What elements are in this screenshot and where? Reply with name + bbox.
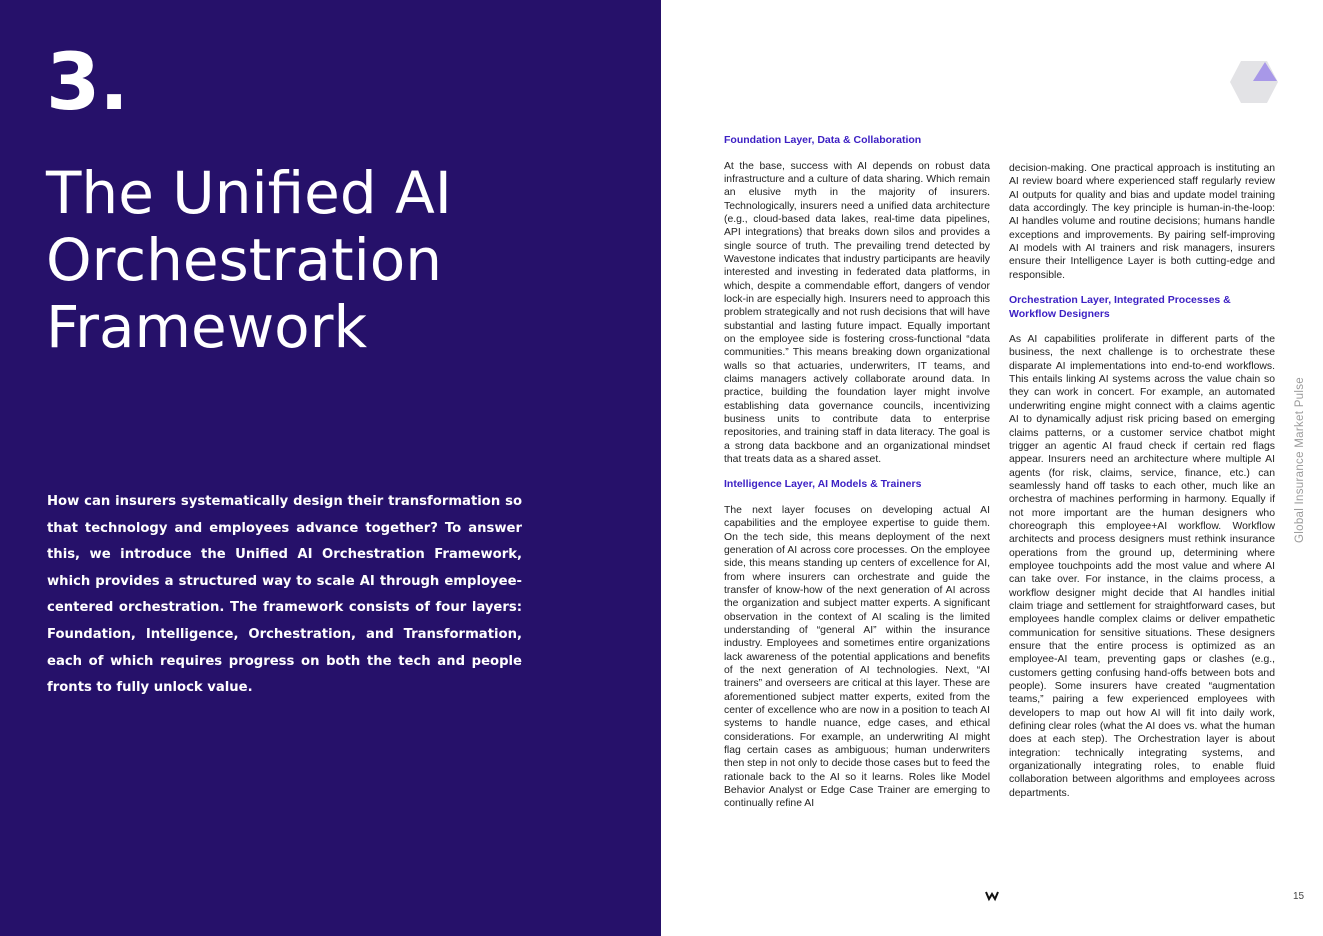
hexagon-triangle-icon xyxy=(1229,60,1279,104)
page-number: 15 xyxy=(1293,891,1305,902)
wavestone-w-icon xyxy=(985,888,999,902)
intelligence-heading: Intelligence Layer, AI Models & Trainers xyxy=(724,478,922,491)
chapter-intro: How can insurers systematically design their transformation so that technology and employees advance together? To answer this, we introduce the Unified AI Orchestration Framework, which provides a structured way to scale AI through employee-centered orchestration. The framework consists of four layers: Foundation, Intelligence, Orchestration, and Transformation, each of which requires progress on both the tech and people fronts to fully unlock value. xyxy=(47,494,522,696)
text-column-left xyxy=(724,134,990,823)
chapter-panel xyxy=(0,0,661,936)
intelligence-body: The next layer focuses on developing actual AI capabilities and the employee expertise to guide them. On the tech side, this means deployment of the next generation of AI across core processes. On the employee side, this means standing up centers of excellence for AI, from where insurers can orchestrate and guide the transfer of know-how of the next generation of AI across the organization and subject matter experts. A significant observation in the context of AI scaling is the limited understanding of “general AI” within the insurance industry. Employees and sometimes entire organizations lack awareness of the potential applications and benefits of the next generation of AI technologies. Next, “AI trainers” and overseers are critical at this layer. These are aforementioned subject matter experts, exited from the center of excellence who are now in a position to teach AI systems to handle nuance, edge cases, and ethical considerations. For example, an underwriting AI might flag certain cases as ambiguous; human underwriters then step in not only to decide those cases but to feed the rationale back to the AI so it learns. Roles like Model Behavior Analyst or Edge Case Trainer are emerging to continually refine AI xyxy=(724,504,990,810)
text-column-right xyxy=(1009,162,1275,812)
publication-side-label: Global Insurance Market Pulse xyxy=(1294,377,1306,543)
foundation-body: At the base, success with AI depends on robust data infrastructure and a culture of data sharing. Which remain an elusive myth in the majority of insurers. Technologically, insurers need a unified data architecture (e.g., cloud-based data lakes, real-time data pipelines, API integrations) that breaks down silos and provides a single source of truth. The prevailing trend detected by Wavestone indicates that industry participants are heavily interested and investing in federated data platforms, in which, despite a commendable effort, dangers of vendor lock-in are especially high. Insurers need to approach this problem strategically and not rush decisions that will have substantial and lasting future impact. Equally important on the employee side is fostering cross-functional “data communities.” This means breaking down organizational walls so that actuaries, underwriters, IT teams, and claims managers actively collaborate around data. In practice, building the foundation layer might involve establishing data governance councils, incentivizing business units to contribute data to enterprise repositories, and training staff in data literacy. The goal is a strong data backbone and an organizational mindset that treats data as a shared asset. xyxy=(724,160,990,466)
orchestration-heading: Orchestration Layer, Integrated Processes & Workflow Designers xyxy=(1009,294,1231,320)
chapter-title: The Unified AI Orchestration Framework xyxy=(46,159,452,361)
foundation-heading: Foundation Layer, Data & Collaboration xyxy=(724,134,922,146)
orchestration-body: As AI capabilities proliferate in different parts of the business, the next challenge is to orchestrate these disparate AI implementations into end-to-end workflows. This entails linking AI systems across the value chain so they can work in concert. For example, an automated underwriting engine might connect with a claims agentic AI to dynamically adjust risk pricing based on emerging claims patterns, or a customer service chatbot might trigger an agentic AI fraud check if certain red flags appear. Insurers need an architecture where multiple AI agents (for risk, claims, service, finance, etc.) can seamlessly hand off tasks to each other, much like an orchestra of machines performing in harmony. Equally if not more important are the human designers who choreograph this employee+AI workflow. Workflow architects and process designers must rethink insurance operations from the ground up, determining where employee touchpoints add the most value and where AI can take over. For instance, in the claims process, a workflow designer might decide that AI handles initial claim triage and settlement for straightforward cases, but employees handle complex claims or deliver empathetic communication for sensitive situations. These designers ensure that the entire process is optimized as an employee-AI team, preventing gaps or clashes (e.g., customers getting confusing hand-offs between bots and people). Some insurers have created “augmentation teams,” pairing a few experienced employees with developers to map out how AI will fit into daily work, defining clear roles (what the AI does vs. what the human does at each step). The Orchestration layer is about integration: technically integrating systems, and organizationally integrating roles, to enable fluid collaboration between algorithms and employees across departments. xyxy=(1009,334,1275,799)
chapter-number: 3. xyxy=(46,38,128,128)
intelligence-body-continued: decision-making. One practical approach is instituting an AI review board where experienced staff regularly review AI outputs for quality and bias and update model training data accordingly. The key principle is human-in-the-loop: AI handles volume and routine decisions; humans handle exceptions and improvements. By pairing self-improving AI models with AI trainers and risk managers, insurers ensure their Intelligence Layer is both cutting-edge and responsible. xyxy=(1009,163,1275,281)
